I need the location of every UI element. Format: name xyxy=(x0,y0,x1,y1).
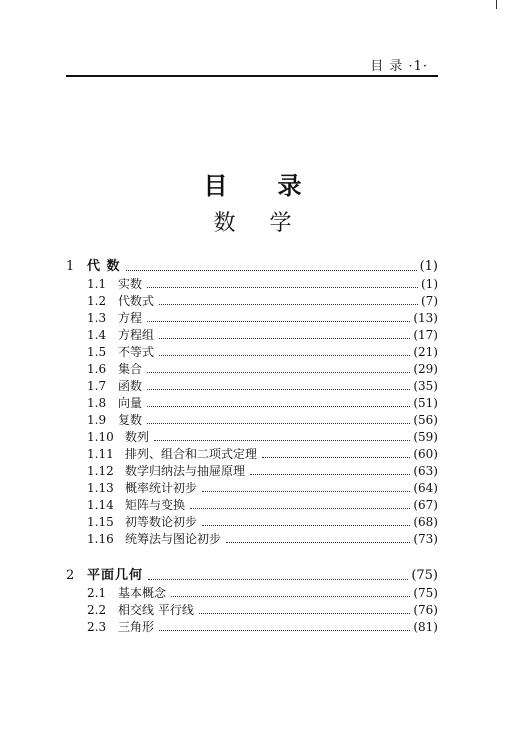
toc-section[interactable] xyxy=(87,464,438,478)
chapter-title: 代 数 xyxy=(87,259,121,274)
section-number: 1.12 xyxy=(87,464,114,478)
toc-section[interactable] xyxy=(87,362,438,376)
toc-section[interactable] xyxy=(87,396,438,410)
dot-leader xyxy=(147,320,410,322)
toc-section[interactable] xyxy=(87,620,438,634)
section-title: 向量 xyxy=(118,396,143,410)
section-number: 1.6 xyxy=(87,362,107,376)
dot-leader xyxy=(159,337,410,339)
section-page-number: (59) xyxy=(413,430,438,444)
dot-leader xyxy=(147,286,418,288)
section-number: 1.10 xyxy=(87,430,114,444)
section-title: 排列、组合和二项式定理 xyxy=(125,447,258,461)
toc-section[interactable] xyxy=(87,311,438,325)
section-page-number: (60) xyxy=(413,447,438,461)
section-number: 1.8 xyxy=(87,396,107,410)
toc-chapter[interactable] xyxy=(66,569,438,583)
section-number: 2.3 xyxy=(87,620,107,634)
toc-section[interactable] xyxy=(87,413,438,427)
section-page-number: (63) xyxy=(413,464,438,478)
section-title: 数列 xyxy=(125,430,150,444)
page-subtitle-char-1: 数 xyxy=(213,211,236,236)
section-number: 2.2 xyxy=(87,603,107,617)
chapter-number: 2 xyxy=(66,568,75,583)
section-page-number: (73) xyxy=(413,532,438,546)
dot-leader xyxy=(147,422,410,424)
section-title: 数学归纳法与抽屉原理 xyxy=(125,464,246,478)
section-title: 基本概念 xyxy=(118,586,167,600)
section-number: 1.5 xyxy=(87,345,107,359)
section-page-number: (67) xyxy=(413,498,438,512)
section-page-number: (1) xyxy=(421,277,438,291)
dot-leader xyxy=(202,524,410,526)
dot-leader xyxy=(199,612,411,614)
header-rule xyxy=(66,75,438,77)
dot-leader xyxy=(126,269,417,271)
toc-section[interactable] xyxy=(87,586,438,600)
section-title: 不等式 xyxy=(118,345,155,359)
dot-leader xyxy=(190,507,410,509)
section-page-number: (56) xyxy=(413,413,438,427)
section-title: 集合 xyxy=(118,362,143,376)
section-page-number: (7) xyxy=(421,294,438,308)
section-title: 函数 xyxy=(118,379,143,393)
section-title: 三角形 xyxy=(118,620,155,634)
toc-section[interactable] xyxy=(87,498,438,512)
dot-leader xyxy=(159,629,410,631)
section-number: 1.15 xyxy=(87,515,114,529)
chapter-page-number: (75) xyxy=(411,568,438,583)
section-number: 1.7 xyxy=(87,379,107,393)
section-number: 2.1 xyxy=(87,586,107,600)
section-number: 1.3 xyxy=(87,311,107,325)
section-title: 实数 xyxy=(118,277,143,291)
toc-section[interactable] xyxy=(87,379,438,393)
section-number: 1.14 xyxy=(87,498,114,512)
section-title: 概率统计初步 xyxy=(125,481,198,495)
section-number: 1.1 xyxy=(87,277,107,291)
section-title: 初等数论初步 xyxy=(125,515,198,529)
chapter-number: 1 xyxy=(66,259,75,274)
section-title: 方程组 xyxy=(118,328,155,342)
dot-leader xyxy=(147,371,410,373)
section-page-number: (17) xyxy=(413,328,438,342)
section-title: 代数式 xyxy=(118,294,155,308)
dot-leader xyxy=(159,303,418,305)
dot-leader xyxy=(202,490,410,492)
toc-section[interactable] xyxy=(87,603,438,617)
section-page-number: (64) xyxy=(413,481,438,495)
dot-leader xyxy=(147,388,410,390)
page-title-char-2: 录 xyxy=(277,171,302,200)
toc-section[interactable] xyxy=(87,515,438,529)
running-header xyxy=(66,55,438,79)
section-page-number: (75) xyxy=(413,586,438,600)
toc-chapter[interactable] xyxy=(66,260,438,274)
chapter-page-number: (1) xyxy=(419,259,438,274)
page-title-char-1: 目 xyxy=(203,171,228,200)
section-page-number: (35) xyxy=(413,379,438,393)
dot-leader xyxy=(148,578,408,580)
section-number: 1.4 xyxy=(87,328,107,342)
section-page-number: (81) xyxy=(413,620,438,634)
section-page-number: (21) xyxy=(413,345,438,359)
dot-leader xyxy=(171,595,410,597)
dot-leader xyxy=(262,456,410,458)
section-number: 1.13 xyxy=(87,481,114,495)
dot-leader xyxy=(147,405,410,407)
section-title: 复数 xyxy=(118,413,143,427)
toc-section[interactable] xyxy=(87,277,438,291)
section-number: 1.11 xyxy=(87,447,114,461)
toc-section[interactable] xyxy=(87,328,438,342)
dot-leader xyxy=(250,473,410,475)
section-title: 统筹法与图论初步 xyxy=(125,532,222,546)
scan-edge-mark xyxy=(496,0,497,9)
toc-section[interactable] xyxy=(87,447,438,461)
section-title: 相交线 平行线 xyxy=(118,603,194,617)
page-subtitle-char-2: 学 xyxy=(269,211,292,236)
section-title: 矩阵与变换 xyxy=(125,498,186,512)
chapter-title: 平面几何 xyxy=(87,568,144,583)
toc-section[interactable] xyxy=(87,345,438,359)
dot-leader xyxy=(154,439,410,441)
dot-leader xyxy=(159,354,410,356)
section-title: 方程 xyxy=(118,311,143,325)
section-page-number: (51) xyxy=(413,396,438,410)
section-page-number: (29) xyxy=(413,362,438,376)
section-number: 1.16 xyxy=(87,532,114,546)
toc-section[interactable] xyxy=(87,532,438,546)
toc-section[interactable] xyxy=(87,481,438,495)
section-page-number: (76) xyxy=(413,603,438,617)
page-title xyxy=(0,166,505,201)
running-title: 目 录 ·1· xyxy=(370,59,428,74)
dot-leader xyxy=(226,541,410,543)
section-number: 1.2 xyxy=(87,294,107,308)
page-subtitle xyxy=(0,206,505,237)
toc-section[interactable] xyxy=(87,430,438,444)
toc-section[interactable] xyxy=(87,294,438,308)
section-number: 1.9 xyxy=(87,413,107,427)
section-page-number: (68) xyxy=(413,515,438,529)
section-page-number: (13) xyxy=(413,311,438,325)
